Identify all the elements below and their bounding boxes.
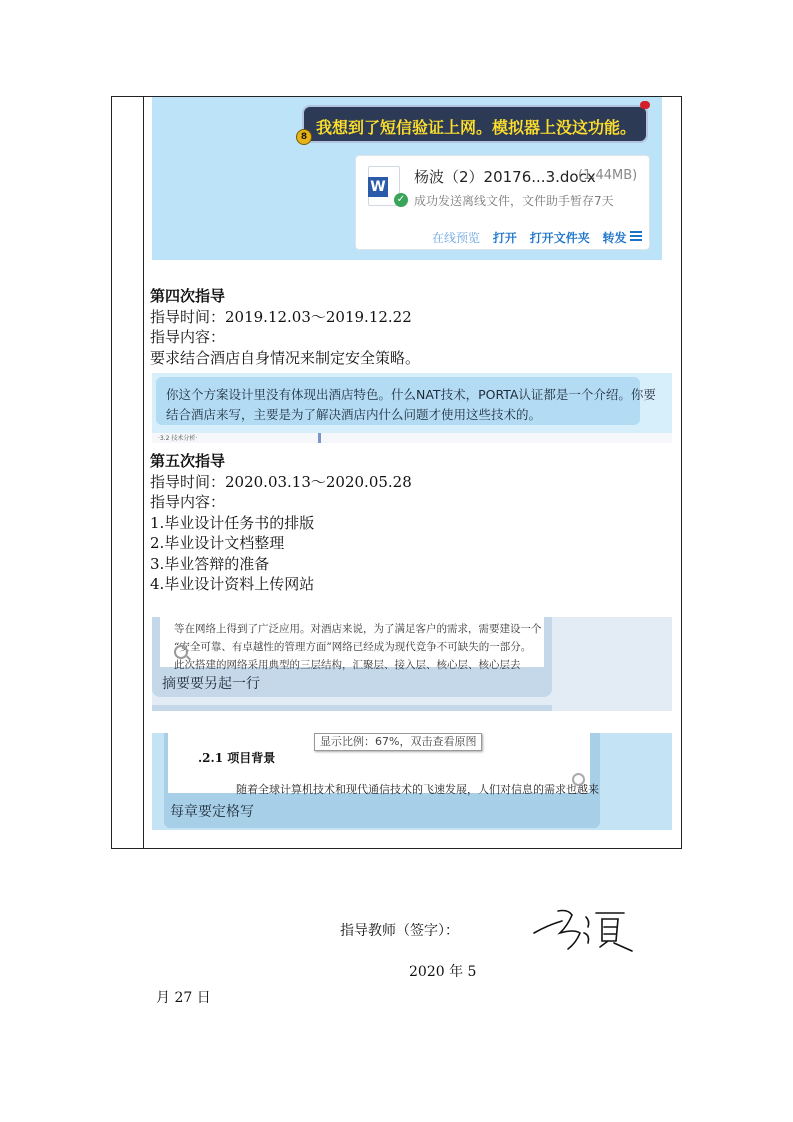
- chat-caption: 摘要要另起一行: [162, 676, 260, 692]
- guidance-5-item: 2.毕业设计文档整理: [150, 534, 285, 552]
- doc-line-2: “安全可靠、有卓越性的管理方面”网络已经成为现代竞争不可缺失的一部分。: [174, 641, 532, 653]
- handwritten-signature: [528, 903, 638, 955]
- bow-icon: [640, 101, 650, 109]
- chat-line-1: 你这个方案设计里没有体现出酒店特色。什么NAT技术，PORTA认证都是一个介绍。你要: [166, 387, 656, 402]
- section-body: 随着全球计算机技术和现代通信技术的飞速发展，人们对信息的需求也越来: [236, 783, 599, 796]
- date-line-continued: 月 27 日: [156, 990, 211, 1006]
- chat-caption: 每章要定格写: [170, 804, 254, 820]
- guidance-4-label: 指导内容：: [150, 328, 226, 346]
- file-status: 成功发送离线文件，文件助手暂存7天: [414, 194, 614, 208]
- open-link[interactable]: 打开: [492, 231, 517, 245]
- chat-bubble: [302, 105, 648, 143]
- guidance-5-item: 1.毕业设计任务书的排版: [150, 513, 315, 532]
- file-card: [355, 155, 650, 250]
- word-doc-icon: W: [368, 166, 400, 206]
- guidance-5-time: 指导时间：2020.03.13～2020.05.28: [150, 472, 412, 491]
- guidance-4-content: 要求结合酒店自身情况来制定安全策略。: [150, 348, 421, 367]
- forward-link[interactable]: 转发: [602, 231, 627, 245]
- menu-icon[interactable]: [630, 231, 642, 241]
- guidance-5-item: 3.毕业答辩的准备: [150, 554, 270, 573]
- zoom-icon[interactable]: [174, 645, 188, 659]
- chat-screenshot-chapter: [152, 733, 672, 830]
- chat-message: 我想到了短信验证上网。模拟器上没这功能。: [316, 118, 637, 137]
- zoom-tooltip: 显示比例：67%，双击查看原图: [314, 733, 482, 751]
- guidance-5: [150, 451, 412, 595]
- section-heading: .2.1 项目背景: [198, 751, 276, 765]
- medal-icon: 8: [296, 129, 312, 145]
- chat-bubble: [156, 377, 656, 425]
- chat-screenshot-feedback: [152, 373, 672, 443]
- chat-screenshot-abstract: [152, 617, 672, 711]
- guidance-4-heading: 第四次指导: [150, 287, 226, 305]
- table-column-divider: [143, 97, 144, 848]
- file-actions: [432, 229, 636, 246]
- file-name: 杨波（2）20176...3.docx: [414, 168, 596, 186]
- guidance-5-label: 指导内容：: [150, 493, 226, 511]
- guidance-5-heading: 第五次指导: [150, 452, 226, 470]
- preview-link[interactable]: 在线预览: [432, 231, 481, 245]
- document-preview[interactable]: [160, 617, 544, 671]
- doc-line-3: 此次搭建的网络采用典型的三层结构，汇聚层、接入层、核心层、核心层去: [174, 659, 521, 671]
- check-icon: ✓: [394, 193, 408, 207]
- document-strip: ·3.2 技术分析·: [152, 433, 672, 443]
- chat-panel: [152, 617, 552, 697]
- doc-line-1: 等在网络上得到了广泛应用。对酒店来说，为了满足客户的需求，需要建设一个: [174, 623, 542, 635]
- open-folder-link[interactable]: 打开文件夹: [529, 231, 590, 245]
- guidance-4-time: 指导时间：2019.12.03～2019.12.22: [150, 307, 412, 326]
- chat-screenshot-file: [152, 97, 662, 260]
- date-line: 2020 年 5: [409, 964, 477, 980]
- chat-panel: [164, 733, 600, 828]
- zoom-icon[interactable]: [572, 773, 585, 786]
- guidance-4: [150, 286, 420, 368]
- chat-line-2: 结合酒店来写，主要是为了解决酒店内什么问题才使用这些技术的。: [166, 407, 542, 422]
- file-size: (1.44MB): [578, 168, 638, 183]
- guidance-5-item: 4.毕业设计资料上传网站: [150, 575, 315, 593]
- signature-label: 指导教师（签字）：: [340, 923, 459, 939]
